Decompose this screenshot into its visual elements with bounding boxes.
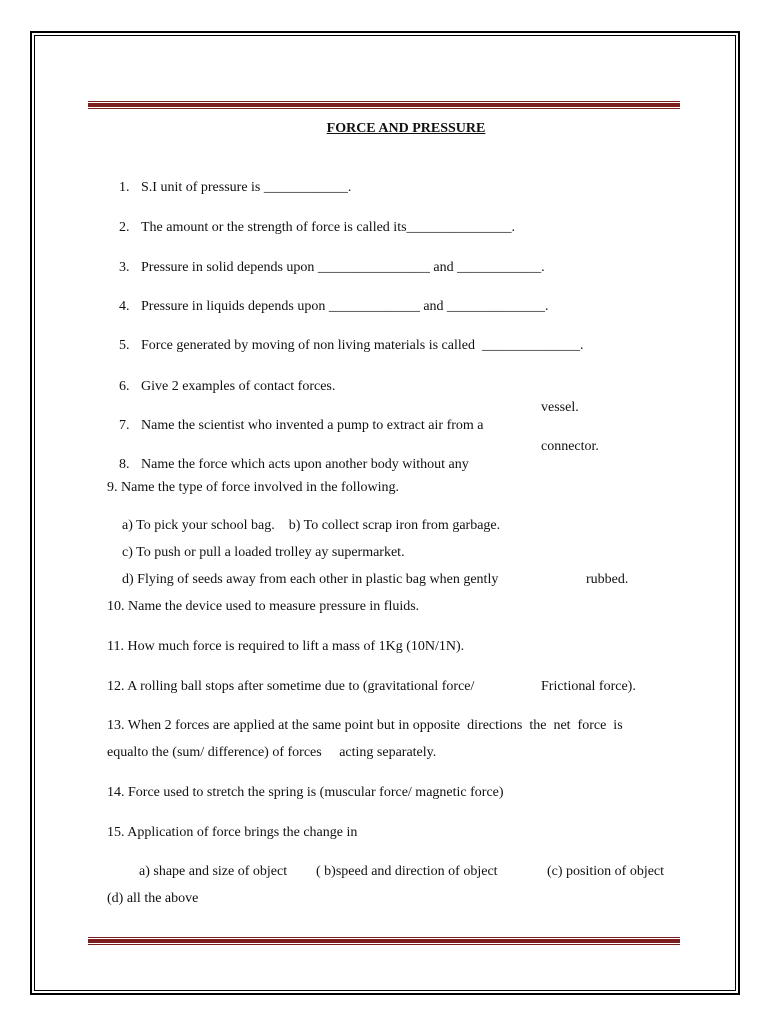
question-12-tail: Frictional force). [541,679,636,694]
question-9-option-d: d) Flying of seeds away from each other in plastic bag when gently [122,572,499,587]
page-title: FORCE AND PRESSURE [326,121,486,136]
question-9-option-d-tail: rubbed. [586,572,629,587]
question-3-text: Pressure in solid depends upon ________________ and ____________. [141,260,545,275]
question-7: 7. Name the scientist who invented a pump to extract air from a [119,418,484,433]
question-15-option-b: ( b)speed and direction of object [316,864,498,879]
question-3: 3. Pressure in solid depends upon ________________ and ____________. [119,260,545,275]
question-4-text: Pressure in liquids depends upon _____________ and ______________. [141,299,549,314]
question-9-option-c: c) To push or pull a loaded trolley ay supermarket. [122,545,405,560]
footer-rule [88,937,680,945]
question-7-text: Name the scientist who invented a pump to extract air from a [141,418,484,433]
question-5-text: Force generated by moving of non living materials is called ______________. [141,338,584,353]
question-11: 11. How much force is required to lift a mass of 1Kg (10N/1N). [107,639,465,654]
question-13-line-1: 13. When 2 forces are applied at the same point but in opposite directions the net force is [107,718,623,733]
question-15-option-a: a) shape and size of object [139,864,288,879]
question-2-text: The amount or the strength of force is called its_______________. [141,220,516,235]
question-13-line-2: equalto the (sum/ difference) of forces acting separately. [107,745,437,760]
header-rule [88,101,680,109]
question-9-option-a-b: a) To pick your school bag. b) To collect scrap iron from garbage. [122,518,501,533]
question-5: 5. Force generated by moving of non living materials is called ______________. [119,338,584,353]
question-2: 2. The amount or the strength of force is called its_______________. [119,220,516,235]
question-15: 15. Application of force brings the change in [107,825,358,840]
question-14: 14. Force used to stretch the spring is (muscular force/ magnetic force) [107,785,504,800]
question-4: 4. Pressure in liquids depends upon _____________ and ______________. [119,299,549,314]
question-12: 12. A rolling ball stops after sometime due to (gravitational force/ [107,679,475,694]
question-9: 9. Name the type of force involved in the following. [107,480,399,495]
question-1-text: S.I unit of pressure is ____________. [141,180,352,195]
question-8: 8. Name the force which acts upon another body without any [119,457,469,472]
question-8-tail: connector. [541,439,599,454]
question-8-text: Name the force which acts upon another body without any [141,457,469,472]
question-10: 10. Name the device used to measure pressure in fluids. [107,599,420,614]
question-7-tail: vessel. [541,400,579,415]
question-15-option-d: (d) all the above [107,891,199,906]
question-1: 1. S.I unit of pressure is ____________. [119,180,352,195]
question-6-text: Give 2 examples of contact forces. [141,379,336,394]
question-6: 6. Give 2 examples of contact forces. [119,379,336,394]
question-15-option-c: (c) position of object [547,864,665,879]
